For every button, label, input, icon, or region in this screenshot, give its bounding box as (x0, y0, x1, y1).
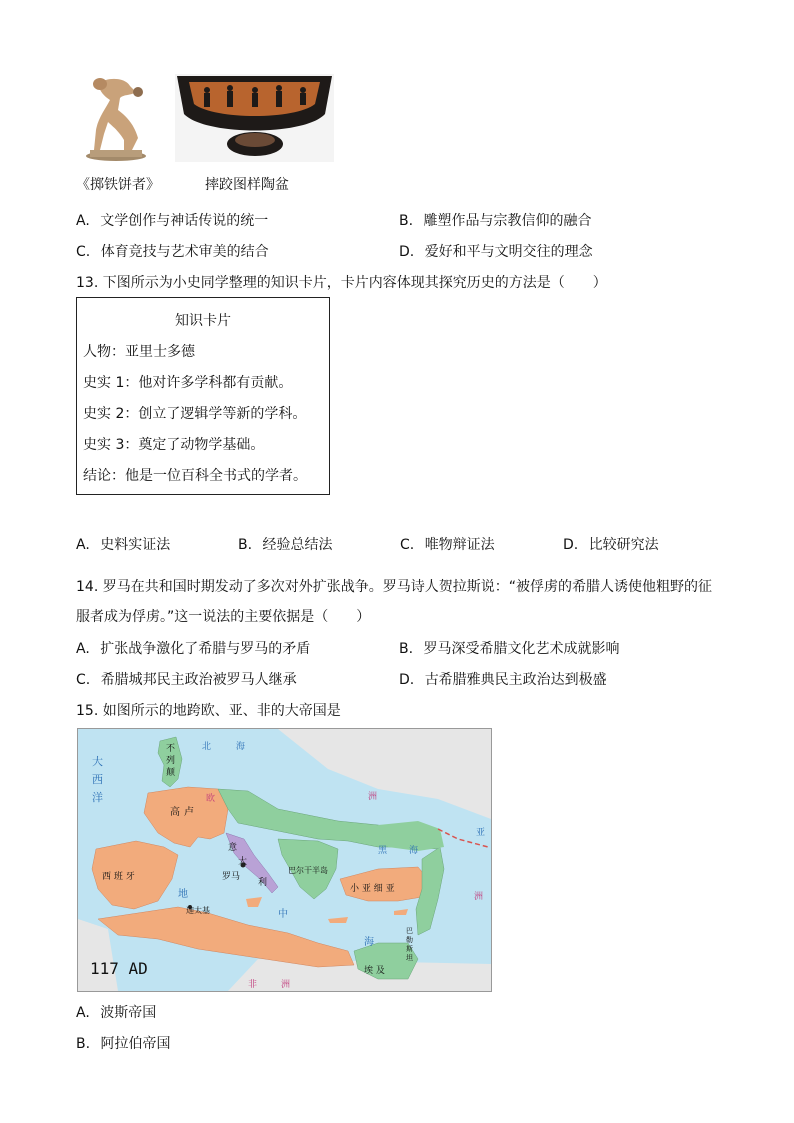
option-key: D. (399, 244, 415, 260)
card-row-conclusion: 结论：他是一位百科全书式的学者。 (83, 468, 307, 484)
option-text: 雕塑作品与宗教信仰的融合 (423, 213, 592, 229)
q13-option-a[interactable] (76, 534, 170, 554)
option-text: 罗马深受希腊文化艺术成就影响 (423, 641, 620, 657)
option-text: 体育竞技与艺术审美的结合 (100, 244, 269, 260)
label-africa: 非 洲 (248, 980, 291, 990)
option-key: B. (399, 213, 414, 229)
label-med-3: 海 (364, 937, 374, 948)
option-text: 阿拉伯帝国 (100, 1036, 171, 1052)
roman-empire-map (77, 728, 492, 992)
option-key: B. (238, 537, 253, 553)
option-text: 史料实证法 (100, 537, 171, 553)
option-text: 波斯帝国 (100, 1005, 157, 1021)
q14-option-c[interactable] (76, 669, 297, 689)
label-med: 地 (178, 889, 188, 900)
option-text: 爱好和平与文明交往的理念 (424, 244, 593, 260)
option-key: A. (76, 641, 90, 657)
q14-option-b[interactable] (399, 638, 620, 658)
label-atlantic: 大 西 洋 (92, 755, 103, 804)
label-europe: 欧 (206, 794, 216, 804)
option-key: C. (76, 672, 91, 688)
q12-option-c[interactable] (76, 241, 269, 261)
q13-stem: 13. 下图所示为小史同学整理的知识卡片，卡片内容体现其探究历史的方法是（ ） (76, 275, 607, 291)
q14-option-a[interactable] (76, 638, 310, 658)
q12-option-b[interactable] (399, 210, 592, 230)
label-egypt: 埃 及 (364, 966, 385, 976)
q13-option-c[interactable] (400, 534, 495, 554)
label-carthage: 迦太基 (186, 906, 210, 915)
label-europe-2: 洲 (368, 792, 378, 802)
q13-option-d[interactable] (563, 534, 659, 554)
card-row-fact-2: 史实 2：创立了逻辑学等新的学科。 (83, 406, 307, 422)
q15-option-a[interactable] (76, 1002, 156, 1022)
option-key: B. (399, 641, 414, 657)
option-text: 唯物辩证法 (424, 537, 495, 553)
q15-option-b[interactable] (76, 1033, 171, 1053)
label-asia: 洲 (474, 892, 484, 902)
q13-option-b[interactable] (238, 534, 333, 554)
option-text: 文学创作与神话传说的统一 (100, 213, 269, 229)
option-key: B. (76, 1036, 91, 1052)
option-key: D. (399, 672, 415, 688)
option-key: C. (400, 537, 415, 553)
card-row-person: 人物：亚里士多德 (83, 344, 195, 360)
label-italy-3: 利 (258, 878, 268, 888)
option-key: D. (563, 537, 579, 553)
option-key: A. (76, 213, 90, 229)
label-italy: 意 大 (228, 843, 248, 867)
label-asia-1: 亚 (476, 828, 486, 838)
option-text: 希腊城邦民主政治被罗马人继承 (100, 672, 297, 688)
q14-option-d[interactable] (399, 669, 607, 689)
label-north-sea: 北 海 (202, 742, 245, 752)
q12-option-d[interactable] (399, 241, 593, 261)
discus-thrower-image (78, 72, 154, 162)
label-britain: 不 列 颠 (166, 744, 176, 778)
card-row-fact-3: 史实 3：奠定了动物学基础。 (83, 437, 265, 453)
option-text: 扩张战争激化了希腊与罗马的矛盾 (100, 641, 311, 657)
label-asia-minor: 小 亚 细 亚 (350, 884, 395, 894)
vase-caption: 摔跤图样陶盆 (205, 177, 289, 193)
discus-caption: 《掷铁饼者》 (76, 177, 160, 193)
q15-stem: 15. 如图所示的地跨欧、亚、非的大帝国是 (76, 703, 341, 719)
map-year-label: 117 AD (90, 959, 148, 978)
wrestling-vase-image (175, 74, 334, 162)
q14-stem-line-2: 服者成为俘虏。”这一说法的主要依据是（ ） (76, 609, 371, 625)
card-row-fact-1: 史实 1：他对许多学科都有贡献。 (83, 375, 293, 391)
label-black-sea: 黑 海 (378, 846, 419, 856)
label-med-2: 中 (278, 909, 288, 920)
option-text: 古希腊雅典民主政治达到极盛 (424, 672, 607, 688)
label-balkans: 巴尔干半岛 (288, 866, 328, 875)
label-gaul: 高 卢 (170, 807, 194, 818)
option-key: C. (76, 244, 91, 260)
knowledge-card (76, 297, 330, 495)
label-spain: 西 班 牙 (102, 872, 135, 882)
q12-option-a[interactable] (76, 210, 268, 230)
option-text: 经验总结法 (262, 537, 333, 553)
label-rome: 罗马 (222, 872, 241, 882)
card-title: 知识卡片 (175, 313, 231, 329)
label-palestine: 巴勒斯坦 (406, 927, 413, 962)
option-key: A. (76, 537, 90, 553)
q14-stem-line-1: 14. 罗马在共和国时期发动了多次对外扩张战争。罗马诗人贺拉斯说：“被俘虏的希腊人诱使他粗野的征 (76, 579, 712, 595)
option-text: 比较研究法 (588, 537, 659, 553)
option-key: A. (76, 1005, 90, 1021)
